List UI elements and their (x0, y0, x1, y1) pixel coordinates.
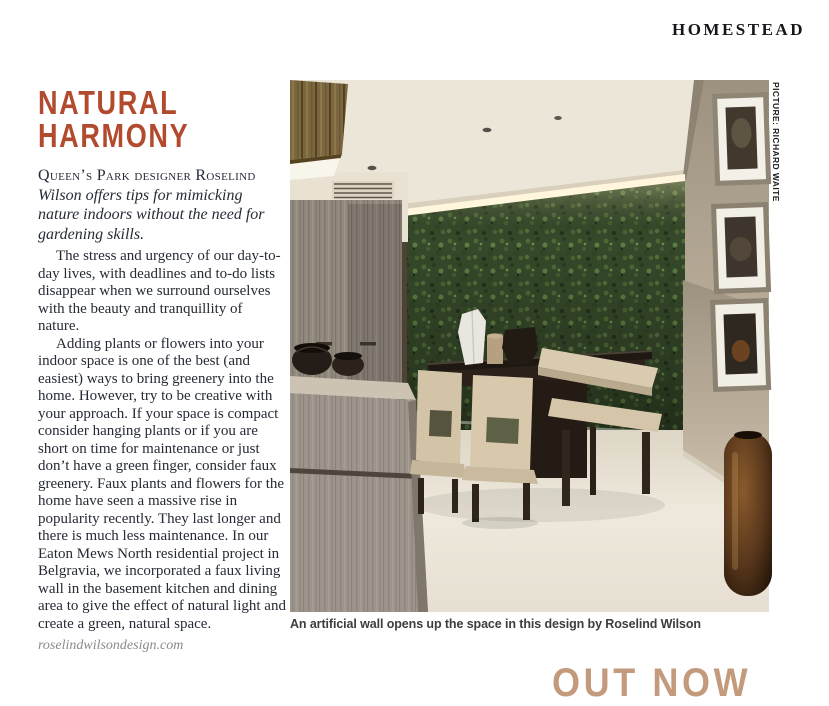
photo-credit: PICTURE: RICHARD WAITE (771, 82, 781, 202)
intro-italic: Wilson offers tips for mimicking nature indoors without the need for gardening skills. (38, 186, 265, 243)
article-title (38, 86, 286, 152)
website-link: roselindwilsondesign.com (38, 638, 184, 653)
partial-headline-text: OUT NOW (552, 661, 752, 705)
picture-frame (711, 202, 771, 294)
title-line-2: HARMONY (38, 117, 190, 154)
ceiling-spotlight (554, 116, 562, 120)
table-base (525, 380, 587, 478)
vent-grille (332, 181, 394, 199)
body-paragraph-1: The stress and urgency of our day-to-day lives, with deadlines and to-do lists disappear when we surround ourselves with the beauty and tranquillity of nature. (38, 248, 281, 334)
picture-frame (710, 298, 771, 392)
picture-frame (712, 92, 771, 186)
intro-paragraph (38, 166, 286, 244)
photo-caption: An artificial wall opens up the space in this design by Roselind Wilson (290, 617, 701, 631)
body-paragraph-2: Adding plants or flowers into your indoor space is one of the best (and easiest) ways to bring greenery into the home. However, try to be creative with your approach. If your space is compact consider hanging plants or if you are short on time for maintenance or just don’t have a green finger, consider faux greenery. Faux plants and flowers for the home have seen a massive rise in popularity recently. They last longer and there is much less maintenance. In our Eaton Mews North residential project in Belgravia, we incorporated a faux living wall in the basement kitchen and dining area to give the effect of natural light and create a green, natural space. (38, 335, 286, 632)
ceiling-spotlight (368, 166, 377, 170)
cabinet-handle (360, 342, 376, 346)
article-column (38, 86, 286, 654)
ceiling-spotlight (483, 128, 492, 132)
article-photo (290, 80, 769, 612)
title-line-1: NATURAL (38, 84, 179, 121)
framed-pictures (710, 92, 771, 392)
partial-headline (552, 661, 752, 705)
masthead: HOMESTEAD (671, 20, 805, 39)
intro-smallcaps: Queen’s Park designer Roselind (38, 167, 256, 184)
floor-vase (724, 431, 772, 596)
